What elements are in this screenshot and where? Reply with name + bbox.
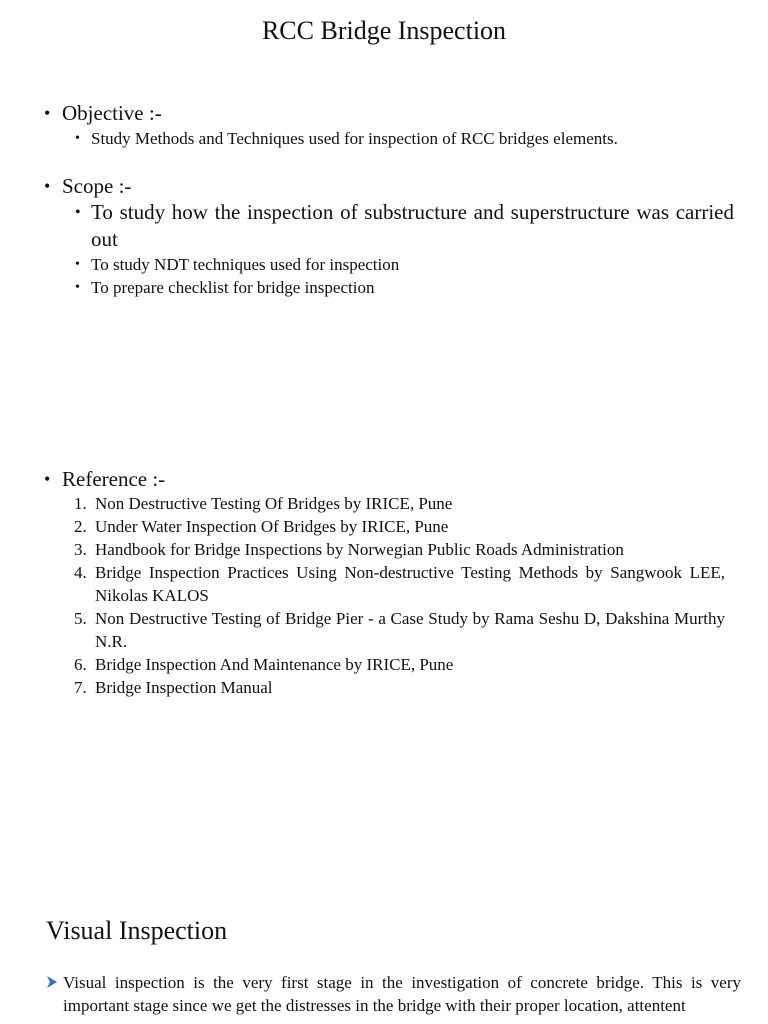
reference-item: 3. Handbook for Bridge Inspections by Norwegian Public Roads Administration: [74, 540, 624, 559]
reference-heading: • Reference :-: [44, 467, 166, 491]
visual-inspection-heading: Visual Inspection: [46, 916, 228, 945]
bullet-icon: •: [44, 176, 51, 196]
objective-heading: • Objective :-: [44, 101, 162, 125]
reference-item: 5. Non Destructive Testing of Bridge Pier - a Case Study by Rama Seshu D, Dakshina Murthy N.R.: [74, 609, 725, 651]
visual-inspection-paragraph: Visual inspection is the very first stage in the investigation of concrete bridge. This is very important stage since we get the distresses in the bridge with their proper location, attentent: [46, 971, 741, 1017]
scope-heading: • Scope :-: [44, 174, 132, 198]
bullet-icon: •: [44, 103, 51, 123]
scope-item: • To study how the inspection of substructure and superstructure was carried out: [75, 200, 734, 251]
bullet-icon: •: [75, 257, 80, 272]
reference-item: 2. Under Water Inspection Of Bridges by IRICE, Pune: [74, 517, 449, 536]
reference-item: 1. Non Destructive Testing Of Bridges by IRICE, Pune: [74, 494, 453, 513]
objective-section: [44, 100, 734, 150]
scope-item: • To study NDT techniques used for inspection: [75, 255, 400, 274]
page-title: RCC Bridge Inspection: [261, 16, 507, 45]
bullet-icon: •: [75, 280, 80, 295]
bullet-icon: •: [75, 131, 80, 146]
reference-item: 7. Bridge Inspection Manual: [74, 678, 273, 697]
reference-section: [44, 466, 734, 699]
scope-section: [44, 173, 734, 299]
bullet-icon: •: [44, 469, 51, 489]
scope-item: • To prepare checklist for bridge inspection: [75, 278, 375, 297]
bullet-icon: •: [75, 204, 81, 221]
reference-item: 6. Bridge Inspection And Maintenance by IRICE, Pune: [74, 655, 454, 674]
objective-item: • Study Methods and Techniques used for inspection of RCC bridges elements.: [75, 129, 618, 148]
reference-item: 4. Bridge Inspection Practices Using Non-destructive Testing Methods by Sangwook LEE, Nikolas KALOS: [74, 563, 725, 605]
arrow-bullet-icon: [46, 975, 58, 989]
